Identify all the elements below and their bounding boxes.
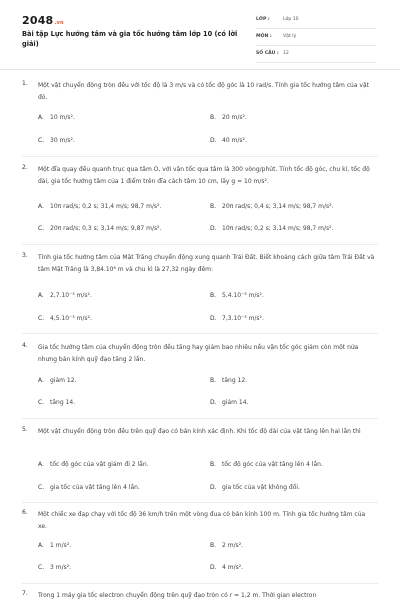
question-number: 4. [22,342,28,349]
option-letter: C. [38,225,45,232]
option-c[interactable] [38,315,92,322]
option-text: gia tốc của vật không đổi. [222,484,300,491]
meta-row-count [256,48,376,63]
option-b[interactable] [210,114,247,121]
question-number: 7. [22,590,28,597]
meta-row-subject [256,31,376,46]
option-letter: B. [210,461,217,468]
option-letter: A. [38,292,44,299]
option-text: 20 m/s². [222,114,247,121]
question-number: 2. [22,164,28,171]
option-d[interactable] [210,315,264,322]
option-letter: D. [210,564,217,571]
option-d[interactable] [210,564,243,571]
option-d[interactable] [210,225,333,232]
question-text: Một đĩa quay đều quanh trục qua tâm O, với vận tốc qua tâm là 300 vòng/phút. Tính tốc độ góc, chu kì, tốc độ dài, gia tốc hướng tâm của 1 điểm trên đĩa cách tâm 10 cm, lấy g = 10 m/s². [38,166,370,185]
option-c[interactable] [38,564,71,571]
option-letter: B. [210,114,217,121]
option-letter: A. [38,461,44,468]
question-text: Một vật chuyển động tròn đều với tốc độ là 3 m/s và có tốc độ góc là 10 rad/s. Tính gia tốc hướng tâm của vật đó. [38,82,370,101]
question-text: Gia tốc hướng tâm của chuyển động tròn đều tăng hay giảm bao nhiêu nếu vận tốc góc giảm còn một nửa nhưng bán kính quỹ đạo tăng 2 lần. [38,344,359,363]
option-text: 5,4.10⁻³ m/s². [222,292,264,299]
option-text: 10π rad/s; 0,2 s; 3,14 m/s; 98,7 m/s². [222,225,334,232]
option-letter: D. [210,484,217,491]
option-text: 2,7.10⁻³ m/s². [50,292,92,299]
question-5 [22,426,378,506]
question-number: 3. [22,252,28,259]
meta-value: 12 [283,51,289,56]
question-divider [22,333,378,334]
option-text: 20π rad/s; 0,4 s; 3,14 m/s; 98,7 m/s². [222,203,334,210]
option-text: 40 m/s². [222,137,247,144]
option-text: 20π rad/s; 0,3 s; 3,14 m/s; 9,87 m/s². [50,225,162,232]
question-number: 5. [22,426,28,433]
question-text: Một vật chuyển động tròn đều trên quỹ đạo có bán kính xác định. Khi tốc độ dài của vật tăng lên hai lần thì [38,428,361,435]
question-2 [22,164,378,246]
meta-value: Lớp 10 [283,17,299,22]
option-letter: A. [38,114,44,121]
option-b[interactable] [210,292,264,299]
question-text: Trong 1 máy gia tốc electron chuyển động trên quỹ đạo tròn có r = 1,2 m. Thời gian electron [38,592,317,599]
meta-value: Vật lý [283,34,297,39]
option-text: tốc độ góc của vật giảm đi 2 lần. [50,461,149,468]
question-4 [22,342,378,422]
option-b[interactable] [210,377,247,384]
option-text: 4,5.10⁻³ m/s². [50,315,92,322]
option-text: tăng 14. [50,399,76,406]
logo-main: 2048 [22,14,54,27]
option-d[interactable] [210,137,247,144]
question-number: 6. [22,509,28,516]
option-c[interactable] [38,399,75,406]
option-letter: D. [210,137,217,144]
option-letter: D. [210,225,217,232]
question-text: Tính gia tốc hướng tâm của Mặt Trăng chuyển động xung quanh Trái Đất. Biết khoảng cách giữa tâm Trái Đất và tâm Mặt Trăng là 3,84.10⁸ m và chu kì là 27,32 ngày đêm: [38,254,375,273]
option-text: 4 m/s². [222,564,244,571]
question-3 [22,252,378,334]
option-letter: D. [210,315,217,322]
document-header [0,0,400,68]
option-text: 10 m/s². [50,114,75,121]
option-letter: A. [38,203,44,210]
meta-label: MÔN : [256,34,272,39]
meta-label: LỚP : [256,17,270,22]
meta-row-class [256,14,376,29]
question-6 [22,509,378,581]
option-letter: B. [210,203,217,210]
option-b[interactable] [210,461,323,468]
site-logo[interactable] [22,14,64,27]
option-d[interactable] [210,399,248,406]
option-c[interactable] [38,137,75,144]
option-text: 1 m/s². [50,542,72,549]
option-text: 10π rad/s; 0,2 s; 31,4 m/s; 98,7 m/s². [50,203,162,210]
option-letter: D. [210,399,217,406]
option-letter: C. [38,315,45,322]
question-divider [22,244,378,245]
logo-suffix: .vn [54,20,64,26]
option-a[interactable] [38,377,76,384]
document-meta [256,14,376,65]
option-c[interactable] [38,225,161,232]
option-b[interactable] [210,542,243,549]
question-text: Một chiếc xe đạp chạy với tốc độ 36 km/h trên một vòng đua có bán kính 100 m. Tính gia tốc hướng tâm của xe. [38,511,366,530]
option-d[interactable] [210,484,300,491]
option-text: giảm 12. [50,377,77,384]
option-text: gia tốc của vật tăng lên 4 lần. [50,484,140,491]
option-a[interactable] [38,292,92,299]
option-a[interactable] [38,114,75,121]
question-divider [22,583,378,584]
meta-label: SỐ CÂU : [256,51,279,56]
question-7 [22,590,378,600]
question-divider [22,156,378,157]
question-1 [22,80,378,160]
option-a[interactable] [38,461,149,468]
option-text: 7,3.10⁻³ m/s². [222,315,264,322]
option-letter: B. [210,377,217,384]
option-a[interactable] [38,542,71,549]
question-divider [22,502,378,503]
option-letter: A. [38,542,44,549]
option-c[interactable] [38,484,140,491]
option-text: 2 m/s². [222,542,244,549]
option-b[interactable] [210,203,333,210]
option-text: tốc độ góc của vật tăng lên 4 lần. [222,461,323,468]
option-letter: C. [38,484,45,491]
option-text: 30 m/s². [50,137,75,144]
option-letter: B. [210,292,217,299]
option-letter: C. [38,564,45,571]
header-divider [0,69,400,70]
option-text: giảm 14. [222,399,249,406]
option-letter: B. [210,542,217,549]
option-letter: A. [38,377,44,384]
question-number: 1. [22,80,28,87]
option-a[interactable] [38,203,161,210]
option-text: 3 m/s². [50,564,72,571]
option-letter: C. [38,399,45,406]
question-divider [22,418,378,419]
option-text: tăng 12. [222,377,248,384]
page-title: Bài tập Lực hướng tâm và gia tốc hướng tâm lớp 10 (có lời giải) [22,30,238,48]
option-letter: C. [38,137,45,144]
